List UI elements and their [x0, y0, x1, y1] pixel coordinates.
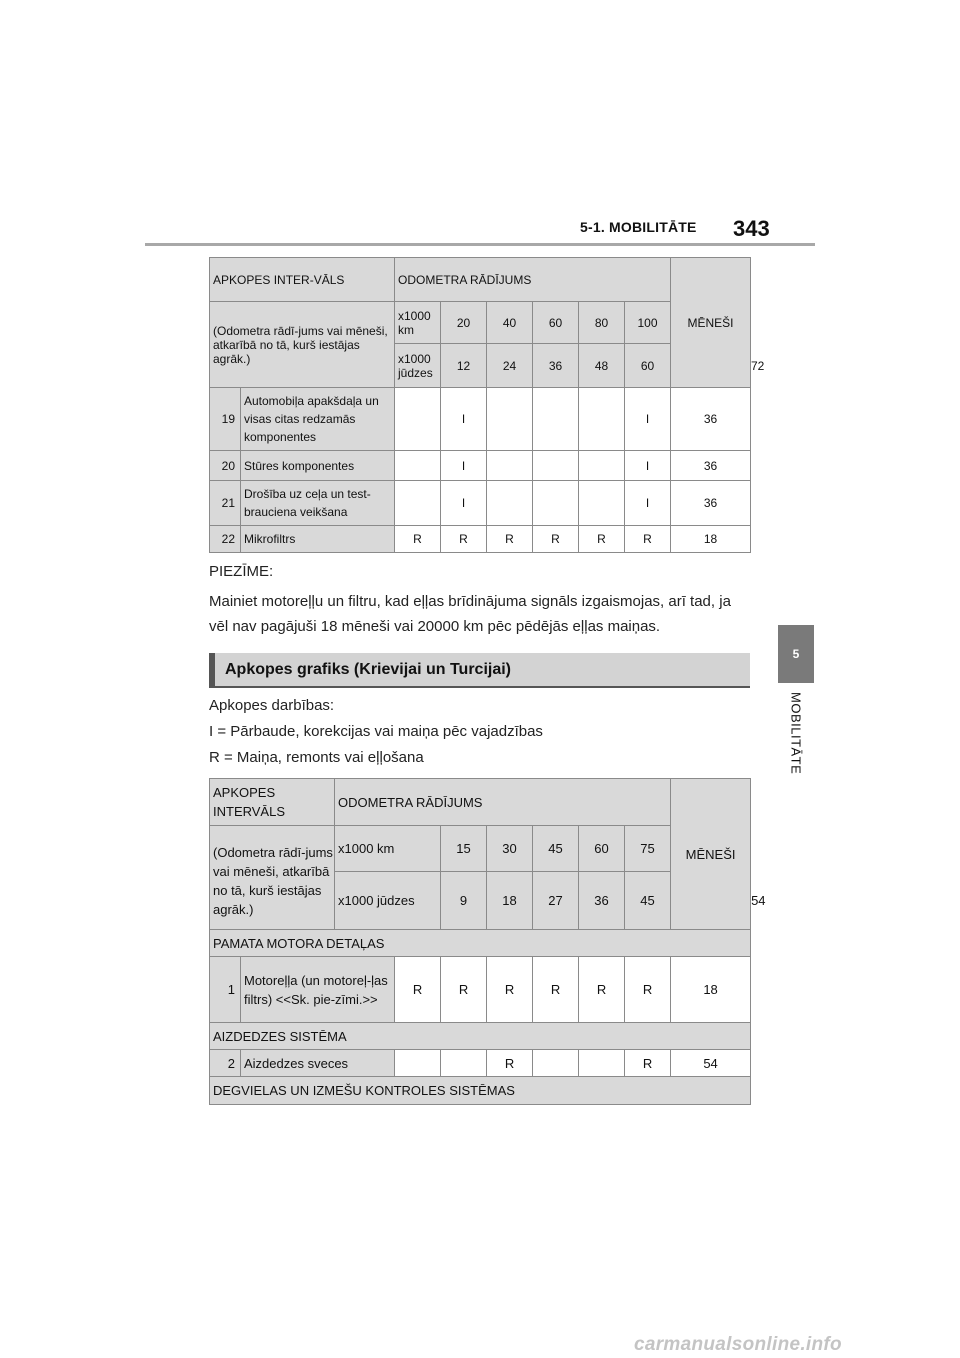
watermark: carmanualsonline.info	[634, 1334, 842, 1355]
row-cell: R	[625, 526, 671, 553]
t1-mi-48: 48	[579, 344, 625, 388]
row-cell: R	[441, 957, 487, 1023]
header-rule	[145, 243, 815, 246]
row-cell: R	[487, 526, 533, 553]
t2-unit-km: x1000 km	[335, 826, 441, 872]
row-cell: R	[395, 957, 441, 1023]
section-heading-bar	[209, 653, 750, 688]
chapter-tab	[778, 625, 814, 683]
t1-mi-36: 36	[533, 344, 579, 388]
table-row	[210, 481, 751, 526]
row-cell	[487, 481, 533, 526]
t2-group-basic-engine: PAMATA MOTORA DETAĻAS	[210, 930, 751, 957]
row-cell: R	[487, 1050, 533, 1077]
page-number: 343	[733, 216, 770, 241]
table-row	[210, 957, 751, 1023]
row-label: Drošība uz ceļa un test-brauciena veikšana	[241, 481, 395, 526]
row-cell: R	[487, 957, 533, 1023]
row-cell	[579, 451, 625, 481]
row-cell: R	[441, 526, 487, 553]
row-cell	[441, 1050, 487, 1077]
row-cell	[487, 388, 533, 451]
row-cell: R	[395, 526, 441, 553]
row-cell: I	[441, 451, 487, 481]
row-number: 22	[210, 526, 241, 553]
table-row	[210, 451, 751, 481]
t1-km-60: 60	[533, 302, 579, 344]
t2-km-60: 60	[579, 826, 625, 872]
row-label: Stūres komponentes	[241, 451, 395, 481]
row-cell: R	[625, 957, 671, 1023]
row-cell	[579, 388, 625, 451]
table-row	[210, 388, 751, 451]
t2-header-odometer: ODOMETRA RĀDĪJUMS	[335, 779, 671, 826]
row-cell	[533, 388, 579, 451]
row-months: 18	[671, 957, 751, 1023]
row-cell: R	[579, 957, 625, 1023]
t2-note: (Odometra rādī-jums vai mēneši, atkarībā no tā, kurš iestājas agrāk.)	[210, 826, 335, 930]
t1-km-80: 80	[579, 302, 625, 344]
action-r-definition: R = Maiņa, remonts vai eļļošana	[209, 749, 424, 766]
row-cell: I	[625, 388, 671, 451]
row-months: 36	[671, 481, 751, 526]
row-label: Automobiļa apakšdaļa un visas citas redzamās komponentes	[241, 388, 395, 451]
row-cell	[395, 481, 441, 526]
t2-km-15: 15	[441, 826, 487, 872]
t2-km-30: 30	[487, 826, 533, 872]
row-months: 18	[671, 526, 751, 553]
t1-km-20: 20	[441, 302, 487, 344]
section-heading-underline	[209, 686, 750, 688]
t2-header-months: MĒNEŠI	[671, 779, 751, 930]
maintenance-table-2: APKOPES INTERVĀLS ODOMETRA RĀDĪJUMS MĒNEŠI (Odometra rādī-jums vai mēneši, atkarībā no tā, kurš iestājas agrāk.) x1000 km 15 30 45 60 75 x1000 jūdzes 9 18 27 36 45 54 PAMATA MOTORA DETAĻAS 1 Motoreļļa (un motoreļ-ļas filtrs) <<Sk. pie-zīmi.>> R R R R R R 18 AIZDEDZES SISTĒMA 2 Aizdedzes sveces R R 54 DEGVIELAS UN IZMEŠU KONTROLES SISTĒMAS	[209, 778, 751, 1105]
table-row	[210, 526, 751, 553]
row-cell	[533, 451, 579, 481]
note-title: PIEZĪME:	[209, 563, 274, 580]
row-months: 36	[671, 388, 751, 451]
row-cell	[579, 1050, 625, 1077]
t2-mi-27: 27	[533, 872, 579, 930]
section-heading-marker	[209, 653, 215, 688]
t2-km-75: 75	[625, 826, 671, 872]
t2-header-intervals: APKOPES INTERVĀLS	[210, 779, 335, 826]
t2-group-ignition: AIZDEDZES SISTĒMA	[210, 1023, 751, 1050]
row-number: 1	[210, 957, 241, 1023]
row-cell: R	[625, 1050, 671, 1077]
row-cell	[395, 451, 441, 481]
t1-mi-24: 24	[487, 344, 533, 388]
row-cell	[395, 1050, 441, 1077]
t1-header-odometer: ODOMETRA RĀDĪJUMS	[395, 258, 671, 302]
t1-note: (Odometra rādī-jums vai mēneši, atkarībā no tā, kurš iestājas agrāk.)	[210, 302, 395, 388]
row-cell: I	[625, 451, 671, 481]
row-cell	[395, 388, 441, 451]
t2-km-45: 45	[533, 826, 579, 872]
t1-km-100: 100	[625, 302, 671, 344]
t1-unit-km: x1000 km	[395, 302, 441, 344]
t1-km-40: 40	[487, 302, 533, 344]
t2-mi-45: 45	[625, 872, 671, 930]
chapter-label-text: MOBILITĀTE	[788, 692, 804, 775]
section-heading: Apkopes grafiks (Krievijai un Turcijai)	[225, 661, 511, 678]
table-row	[210, 1050, 751, 1077]
row-months: 36	[671, 451, 751, 481]
row-cell	[487, 451, 533, 481]
t2-mi-9: 9	[441, 872, 487, 930]
chapter-number: 5	[792, 647, 800, 661]
row-cell: I	[441, 481, 487, 526]
row-cell: I	[625, 481, 671, 526]
row-label: Aizdedzes sveces	[241, 1050, 395, 1077]
row-number: 2	[210, 1050, 241, 1077]
row-cell	[533, 1050, 579, 1077]
row-label: Motoreļļa (un motoreļ-ļas filtrs) <<Sk. pie-zīmi.>>	[241, 957, 395, 1023]
row-number: 21	[210, 481, 241, 526]
maintenance-table-1: APKOPES INTER-VĀLS ODOMETRA RĀDĪJUMS MĒNEŠI (Odometra rādī-jums vai mēneši, atkarībā no tā, kurš iestājas agrāk.) x1000 km 20 40 60 80 100 x1000 jūdzes 12 24 36 48 60 72 19 Automobiļa apakšdaļa un visas citas redzamās komponentes I I 36 20 Stūres komponentes I I 36 21 Drošība uz ceļa un test-brauciena veikšana I I 36 22 Mikrofiltrs R R R R R R 18	[209, 257, 751, 553]
row-cell: R	[533, 526, 579, 553]
t1-mi-60: 60	[625, 344, 671, 388]
t2-mi-36: 36	[579, 872, 625, 930]
chapter-label	[781, 692, 811, 792]
row-cell: I	[441, 388, 487, 451]
t2-mi-18: 18	[487, 872, 533, 930]
actions-intro: Apkopes darbības:	[209, 697, 335, 714]
row-cell: R	[579, 526, 625, 553]
t2-group-fuel-emission: DEGVIELAS UN IZMEŠU KONTROLES SISTĒMAS	[210, 1077, 751, 1105]
row-label: Mikrofiltrs	[241, 526, 395, 553]
t1-header-intervals: APKOPES INTER-VĀLS	[210, 258, 395, 302]
row-number: 20	[210, 451, 241, 481]
t1-unit-miles: x1000 jūdzes	[395, 344, 441, 388]
action-i-definition: I = Pārbaude, korekcijas vai maiņa pēc vajadzības	[209, 723, 543, 740]
row-cell	[579, 481, 625, 526]
t1-mi-12: 12	[441, 344, 487, 388]
section-header: 5-1. MOBILITĀTE	[580, 219, 697, 235]
row-months: 54	[671, 1050, 751, 1077]
t1-header-months: MĒNEŠI	[671, 258, 751, 388]
row-number: 19	[210, 388, 241, 451]
row-cell: R	[533, 957, 579, 1023]
row-cell	[533, 481, 579, 526]
t2-unit-miles: x1000 jūdzes	[335, 872, 441, 930]
note-text: Mainiet motoreļļu un filtru, kad eļļas brīdinājuma signāls izgaismojas, arī tad, ja vēl nav pagājuši 18 mēneši vai 20000 km pēc pēdējās eļļas maiņas.	[209, 593, 731, 635]
